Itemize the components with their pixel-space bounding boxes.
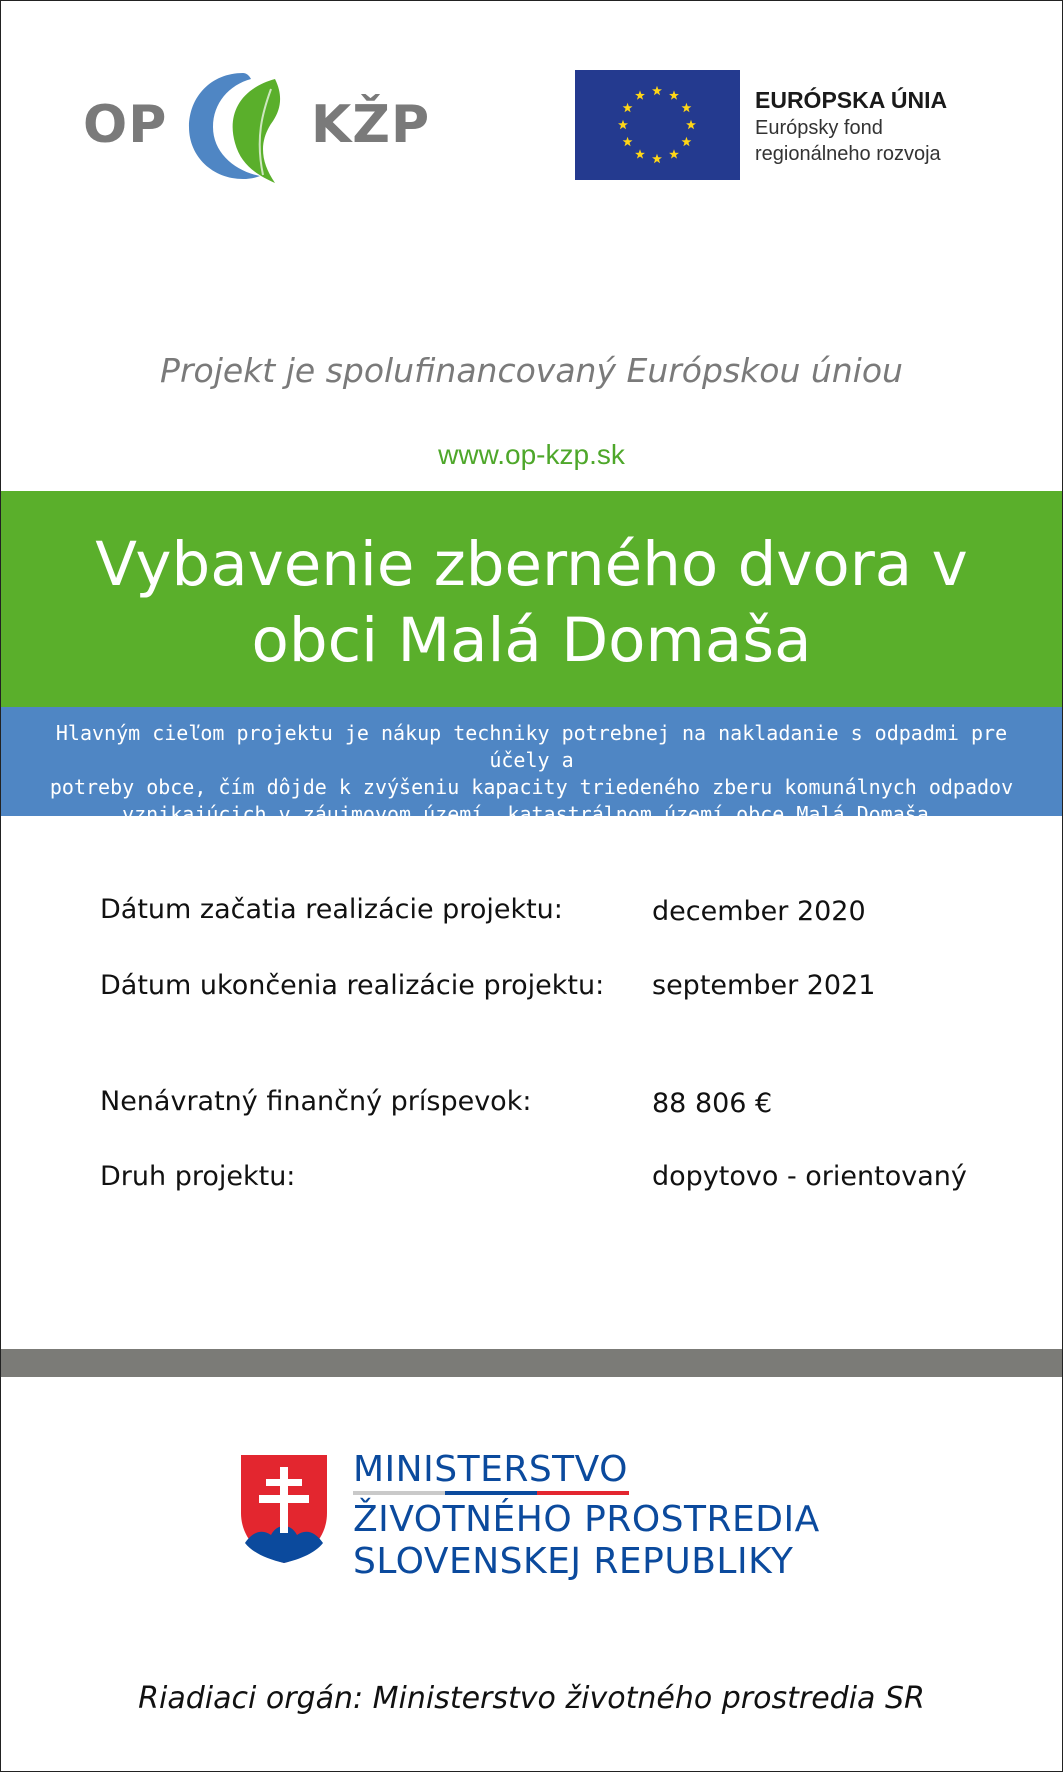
project-description — [31, 720, 1032, 828]
project-title — [1, 527, 1062, 679]
tricolor-underline — [353, 1491, 629, 1495]
eu-title: EURÓPSKA ÚNIA — [755, 87, 948, 113]
project-title-line2: obci Malá Domaša — [251, 605, 812, 676]
end-date-value: september 2021 — [652, 970, 876, 1001]
ministry-line2: ŽIVOTNÉHO PROSTREDIA — [353, 1499, 820, 1540]
ministry-logo — [239, 1449, 839, 1589]
title-band — [1, 491, 1062, 707]
project-type-label: Druh projektu: — [100, 1161, 296, 1192]
logo-text-op: OP — [83, 95, 168, 155]
leaf-icon — [183, 67, 303, 187]
eu-fund-line1: Európsky fond — [755, 117, 883, 139]
start-date-value: december 2020 — [652, 896, 866, 927]
ministry-line1: MINISTERSTVO — [353, 1449, 628, 1490]
eu-emblem-text — [755, 85, 1055, 167]
coat-of-arms-icon — [239, 1453, 329, 1565]
project-title-line1: Vybavenie zberného dvora v — [95, 529, 968, 600]
logo-text-kzp: KŽP — [311, 95, 431, 155]
description-line3: vznikajúcich v záujmovom území, katastrálnom území obce Malá Domaša. — [122, 802, 941, 826]
project-type-value: dopytovo - orientovaný — [652, 1161, 967, 1192]
divider-bar — [1, 1349, 1062, 1377]
end-date-label: Dátum ukončenia realizácie projektu: — [100, 970, 605, 1001]
managing-authority: Riadiaci orgán: Ministerstvo životného prostredia SR — [138, 1681, 925, 1716]
start-date-label: Dátum začatia realizácie projektu: — [100, 894, 563, 925]
ministry-line3: SLOVENSKEJ REPUBLIKY — [353, 1541, 794, 1582]
cofinanced-statement: Projekt je spolufinancovaný Európskou úniou — [160, 351, 903, 390]
description-line2: potreby obce, čím dôjde k zvýšeniu kapacity triedeného zberu komunálnych odpadov — [49, 775, 1014, 799]
description-line1: Hlavným cieľom projektu je nákup techniky potrebnej na nakladanie s odpadmi pre účely a — [55, 721, 1008, 772]
ministry-name — [353, 1449, 820, 1583]
grant-label: Nenávratný finančný príspevok: — [100, 1086, 532, 1117]
op-kzp-logo — [83, 67, 433, 187]
website-link[interactable]: www.op-kzp.sk — [438, 439, 625, 470]
eu-fund-line2: regionálneho rozvoja — [755, 143, 941, 165]
description-band — [1, 707, 1062, 826]
grant-value: 88 806 € — [652, 1088, 773, 1119]
eu-flag-icon — [575, 70, 740, 180]
